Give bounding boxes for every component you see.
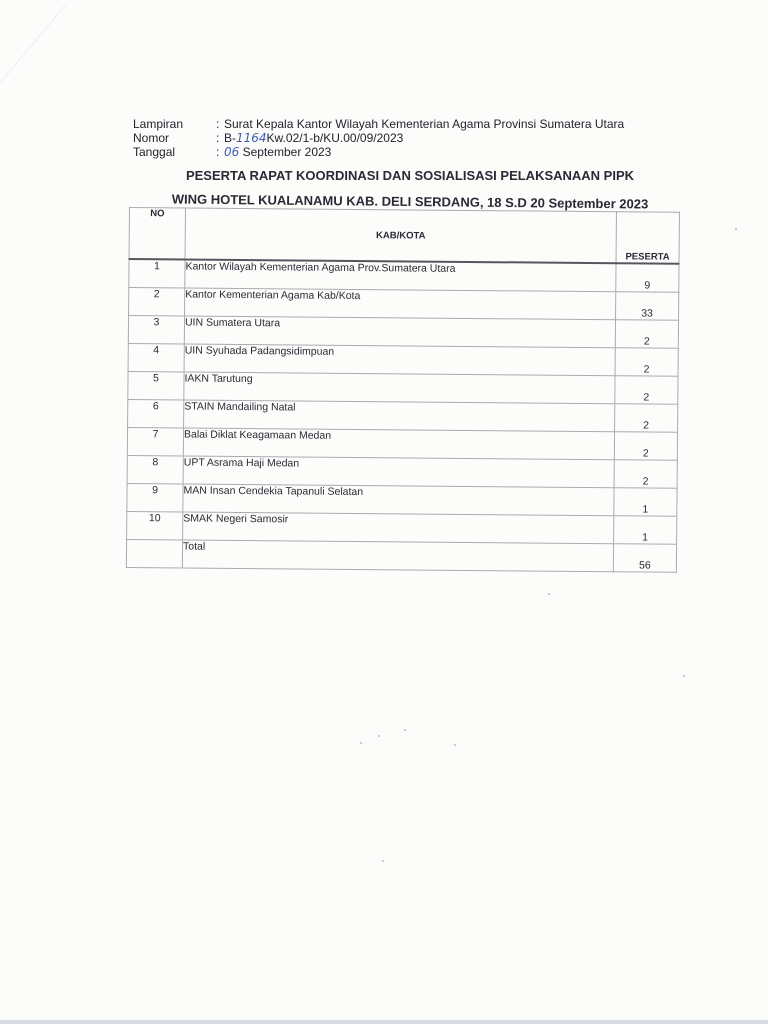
- tanggal-label: Tanggal: [133, 145, 176, 159]
- tanggal-suffix: September 2023: [242, 145, 332, 159]
- row-kab-kota: Kantor Kementerian Agama Kab/Kota: [185, 288, 616, 320]
- lampiran-row: [133, 117, 693, 131]
- document-title-line2: WING HOTEL KUALANAMU KAB. DELI SERDANG, 18 S.D 20 September 2023: [171, 191, 649, 212]
- nomor-suffix: Kw.02/1-b/KU.00/09/2023: [266, 131, 404, 145]
- tanggal-row: [133, 145, 693, 159]
- document-title-line1: PESERTA RAPAT KOORDINASI DAN SOSIALISASI PELAKSANAAN PIPK: [185, 168, 635, 183]
- total-label: Total: [182, 540, 613, 572]
- row-peserta: 2: [615, 320, 678, 349]
- row-no: 8: [127, 455, 183, 483]
- nomor-handwritten: 1164: [236, 131, 267, 145]
- scan-speck: [378, 735, 380, 737]
- row-peserta: 33: [616, 292, 679, 321]
- row-peserta: 2: [615, 404, 678, 433]
- row-kab-kota: UIN Sumatera Utara: [184, 316, 615, 348]
- scan-speck: [382, 860, 384, 862]
- row-no: 7: [127, 427, 183, 455]
- row-kab-kota: UPT Asrama Haji Medan: [183, 456, 614, 488]
- row-peserta: 1: [614, 516, 677, 545]
- row-peserta: 2: [614, 460, 677, 489]
- row-no: 1: [129, 259, 185, 288]
- nomor-row: [133, 131, 693, 145]
- row-kab-kota: IAKN Tarutung: [184, 372, 615, 404]
- nomor-prefix: B-: [224, 131, 236, 145]
- header-peserta: PESERTA: [616, 212, 679, 264]
- row-no: 4: [128, 343, 184, 371]
- header-kab-kota: KAB/KOTA: [185, 208, 616, 263]
- separator: :: [216, 117, 220, 131]
- scan-speck: [404, 729, 406, 731]
- scan-edge-mark: [0, 4, 157, 94]
- row-kab-kota: STAIN Mandailing Natal: [184, 400, 615, 432]
- row-no: 9: [127, 483, 183, 511]
- nomor-label: Nomor: [133, 131, 170, 145]
- header-no: NO: [129, 208, 185, 260]
- scan-speck: [683, 675, 685, 677]
- row-kab-kota: MAN Insan Cendekia Tapanuli Selatan: [183, 484, 614, 516]
- scan-speck: [548, 593, 550, 595]
- lampiran-label: Lampiran: [133, 117, 184, 131]
- row-peserta: 2: [614, 432, 677, 461]
- row-peserta: 9: [616, 263, 679, 292]
- row-no: 10: [127, 511, 183, 539]
- row-no: 3: [128, 316, 184, 344]
- separator: :: [216, 131, 220, 145]
- table-header-row: [129, 208, 679, 264]
- scan-speck: [360, 742, 362, 744]
- total-value: 56: [613, 544, 676, 573]
- row-no: 2: [129, 288, 185, 316]
- row-no: 6: [128, 399, 184, 427]
- row-kab-kota: UIN Syuhada Padangsidimpuan: [184, 344, 615, 376]
- tanggal-handwritten: 06: [224, 145, 240, 159]
- letter-reference-block: [133, 117, 693, 159]
- lampiran-value: Surat Kepala Kantor Wilayah Kementerian Agama Provinsi Sumatera Utara: [224, 117, 625, 131]
- scan-bottom-edge: [0, 1020, 768, 1024]
- total-row: [126, 539, 676, 572]
- separator: :: [216, 145, 220, 159]
- row-peserta: 1: [614, 488, 677, 517]
- row-kab-kota: Kantor Wilayah Kementerian Agama Prov.Sumatera Utara: [185, 259, 616, 291]
- total-no-empty: [126, 539, 182, 567]
- row-kab-kota: Balai Diklat Keagamaan Medan: [183, 428, 614, 460]
- participants-table: [126, 207, 680, 573]
- row-peserta: 2: [615, 348, 678, 377]
- row-peserta: 2: [615, 376, 678, 405]
- scan-speck: [454, 744, 456, 746]
- scan-speck: [735, 228, 737, 230]
- row-no: 5: [128, 371, 184, 399]
- row-kab-kota: SMAK Negeri Samosir: [183, 512, 614, 544]
